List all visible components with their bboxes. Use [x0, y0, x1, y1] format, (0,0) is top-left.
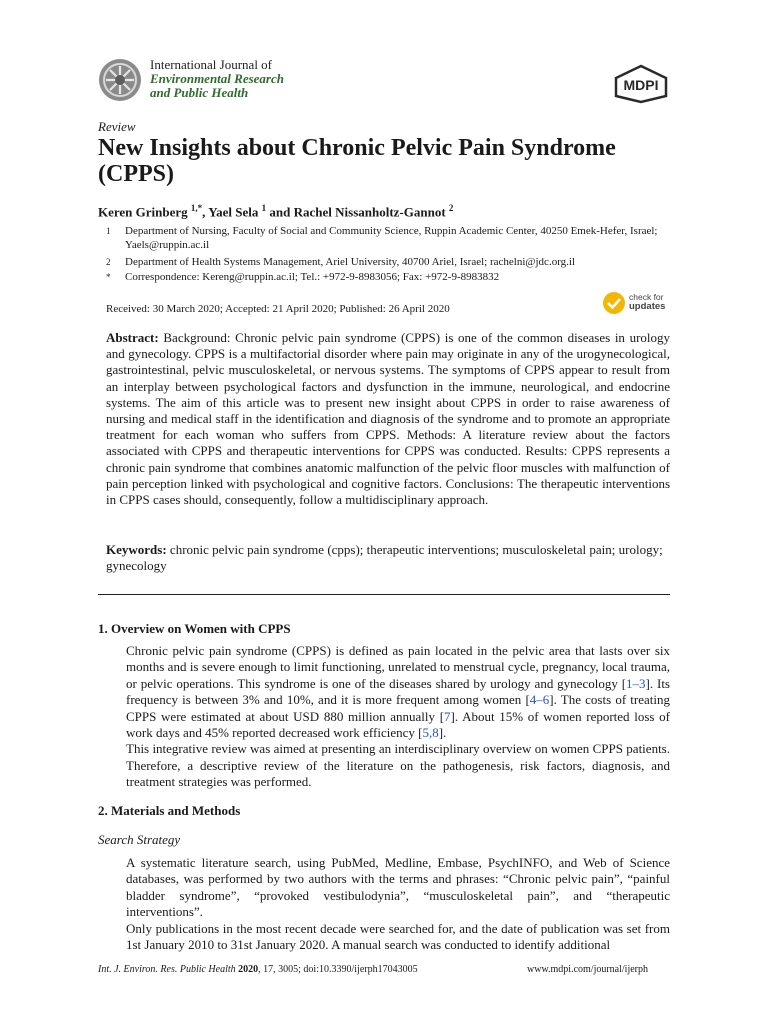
- affiliation-text: Department of Health Systems Management, Ariel University, 40700 Ariel, Israel; rachelni@jdc.org.il: [125, 256, 576, 268]
- journal-name-line2: Environmental Research: [150, 71, 284, 86]
- affiliation-number: 2: [106, 257, 111, 267]
- keywords: [106, 542, 670, 574]
- abstract: [106, 330, 670, 508]
- article-type: Review: [98, 119, 136, 134]
- correspondence-text: Correspondence: Kereng@ruppin.ac.il; Tel.: +972-9-8983056; Fax: +972-9-8983832: [125, 271, 500, 283]
- paragraph-text: Only publications in the most recent decade were searched for, and the date of publication was set from 1st January 2010 to 31st January 2020. A manual search was conducted to identify additional: [126, 920, 670, 953]
- keywords-label: Keywords:: [106, 542, 167, 557]
- check-for-updates-button[interactable]: [602, 290, 682, 316]
- correspondence-marker: *: [106, 272, 111, 282]
- citation-link[interactable]: 1–3: [626, 675, 646, 691]
- check-updates-line2: updates: [629, 301, 666, 312]
- publication-dates: Received: 30 March 2020; Accepted: 21 April 2020; Published: 26 April 2020: [106, 303, 450, 315]
- affiliation-number: 1: [106, 226, 111, 236]
- footer-journal-url[interactable]: www.mdpi.com/journal/ijerph: [527, 964, 648, 975]
- subsection-heading: Search Strategy: [98, 832, 181, 847]
- section-divider: [98, 594, 670, 595]
- check-updates-line1: check for: [629, 292, 664, 302]
- author-affiliation-marker: 2: [448, 203, 454, 213]
- abstract-text: Background: Chronic pelvic pain syndrome (CPPS) is one of the common diseases in urology and gynecology. CPPS is a multifactorial disorder where pain may originate in any of the urogynecological, gastrointestinal, pelvic musculoskeletal, or nervous systems. The symptoms of CPPS appear to result from an interplay between psychological factors and dysfunction in the immune, neurological, and endocrine systems. The aim of this article was to present new insight about CPPS in order to raise awareness of nursing and medical staff in the identification and diagnosis of the syndrome and to promote an appropriate treatment for each woman who suffers from CPPS. Methods: A literature review about the factors associated with CPPS and therapeutic interventions for CPPS was conducted. Results: CPPS represents a chronic pain syndrome that combines anatomic malfunction of the pelvic floor muscles with malfunction of pain perception linked with psychological and cognitive factors. Conclusions: The therapeutic interventions in CPPS cases should, consequently, follow a multidisciplinary approach.: [106, 330, 671, 508]
- journal-name-line3: and Public Health: [150, 85, 249, 100]
- author-affiliation-marker: 1,*: [190, 203, 203, 213]
- footer-citation: [98, 964, 418, 975]
- journal-name-line1: International Journal of: [150, 57, 273, 72]
- mdpi-logo-icon: [612, 64, 670, 104]
- keywords-text: chronic pelvic pain syndrome (cpps); therapeutic interventions; musculoskeletal pain; urology; gynecology: [106, 542, 663, 574]
- author-list: Keren Grinberg $^{1,*}$, Yael Sela $^1$ and Rachel Nissanholtz-Gannot $^2$: [98, 203, 454, 220]
- text-segment: ]. The costs of treating CPPS were estimated at about USD 880 million annually [: [126, 692, 670, 724]
- journal-name: [150, 58, 284, 100]
- citation-link[interactable]: 4–6: [529, 692, 550, 708]
- footer-journal-abbr: Int. J. Environ. Res. Public Health: [98, 964, 236, 975]
- paragraph-text: [98, 643, 670, 741]
- article-title: New Insights about Chronic Pelvic Pain Syndrome (CPPS): [98, 135, 616, 187]
- citation-link[interactable]: 7: [444, 708, 451, 724]
- citation-link[interactable]: 5,8: [422, 725, 439, 741]
- section-heading: 1. Overview on Women with CPPS: [98, 621, 291, 636]
- author-name: Yael Sela: [208, 204, 259, 220]
- section1-paragraph1: [98, 643, 670, 791]
- section-heading: 2. Materials and Methods: [98, 803, 241, 818]
- author-affiliation-marker: 1: [261, 203, 267, 213]
- footer-volume-doi: , 17, 3005; doi:10.3390/ijerph17043005: [258, 964, 418, 975]
- author-name: Rachel Nissanholtz-Gannot: [293, 204, 446, 220]
- section2-paragraphs: [98, 855, 670, 953]
- footer-year: 2020: [238, 964, 259, 975]
- paragraph-text: This integrative review was aimed at presenting an interdisciplinary overview on women CPPS patients. Therefore, a descriptive review of the literature on the pathogenesis, risk factors, diagnosis, and treatment strategies was performed.: [126, 741, 670, 790]
- text-segment: ].: [438, 725, 447, 741]
- paragraph-text: A systematic literature search, using PubMed, Medline, Embase, PsychINFO, and Web of Science databases, was performed by two authors with the terms and phrases: “Chronic pelvic pain”, “painful bladder syndrome”, “provoked vestibulodynia”, “musculoskeletal pain”, and “therapeutic interventions”.: [126, 855, 670, 920]
- text-segment: ]. Its frequency is between 3% and 10%, and it is more frequent among women [: [126, 675, 670, 708]
- journal-logo-icon: [98, 58, 142, 102]
- author-name: Keren Grinberg: [98, 204, 188, 220]
- abstract-label: Abstract:: [106, 330, 159, 345]
- mdpi-logo-text: MDPI: [623, 77, 659, 93]
- text-segment: Chronic pelvic pain syndrome (CPPS) is defined as pain located in the pelvic area that lasts over six months and is severe enough to limit functioning, unrelated to menstrual cycle, pregnancy, local trauma, or pelvic operations. This syndrome is one of the diseases shared by urology and gynecology [: [126, 643, 670, 691]
- affiliation-text: Department of Nursing, Faculty of Social and Community Science, Ruppin Academic Center, 40250 Emek-Hefer, Israel; Yaels@ruppin.ac.il: [125, 225, 658, 251]
- text-segment: ]. About 15% of women reported loss of work days and 45% reported decreased work efficiency [: [126, 708, 670, 741]
- check-updates-icon: [602, 291, 626, 315]
